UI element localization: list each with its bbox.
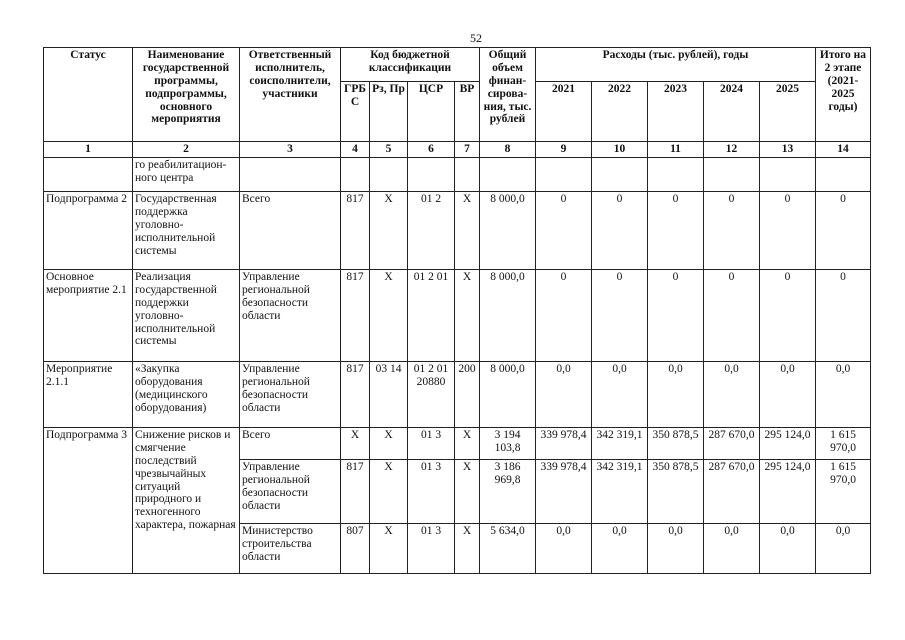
column-numbers-row (44, 142, 871, 158)
year-2024-cell: 287 670,0 (704, 460, 760, 524)
itogo-cell: 1 615 970,0 (816, 460, 871, 524)
column-number: 5 (370, 142, 408, 158)
year-2025-cell: 295 124,0 (760, 460, 816, 524)
year-2022-cell: 0,0 (592, 524, 648, 574)
year-2021-cell: 0,0 (536, 362, 592, 428)
year-2025-cell: 295 124,0 (760, 428, 816, 460)
table-row (44, 428, 871, 460)
table-row (44, 270, 871, 362)
header-executor: Ответственный исполнитель, соисполнители, участники (240, 48, 341, 142)
header-year-2022: 2022 (592, 82, 648, 142)
column-number: 1 (44, 142, 133, 158)
total-cell: 3 186 969,8 (480, 460, 536, 524)
year-2023-cell: 0 (648, 192, 704, 270)
header-year-2023: 2023 (648, 82, 704, 142)
year-2024-cell: 287 670,0 (704, 428, 760, 460)
rzpr-cell: Х (370, 428, 408, 460)
header-row-1 (44, 48, 871, 82)
year-2022-cell: 0,0 (592, 362, 648, 428)
rzpr-cell: Х (370, 524, 408, 574)
year-2021-cell: 339 978,4 (536, 460, 592, 524)
year-cell (760, 158, 816, 192)
header-csr: ЦСР (408, 82, 455, 142)
year-2025-cell: 0 (760, 192, 816, 270)
year-2022-cell: 0 (592, 192, 648, 270)
vr-cell: Х (455, 428, 480, 460)
executor-cell: Всего (240, 428, 341, 460)
itogo-cell: 0 (816, 192, 871, 270)
vr-cell (455, 158, 480, 192)
status-cell: Основное мероприятие 2.1 (44, 270, 133, 362)
year-2021-cell: 0,0 (536, 524, 592, 574)
page-number: 52 (470, 31, 482, 45)
vr-cell: Х (455, 460, 480, 524)
itogo-cell: 1 615 970,0 (816, 428, 871, 460)
year-cell (536, 158, 592, 192)
vr-cell: Х (455, 270, 480, 362)
executor-cell: Управление региональной безопасности области (240, 270, 341, 362)
grbs-cell: 817 (341, 192, 370, 270)
executor-cell (240, 158, 341, 192)
total-cell (480, 158, 536, 192)
status-cell: Подпрограмма 2 (44, 192, 133, 270)
itogo-cell: 0,0 (816, 362, 871, 428)
csr-cell: 01 3 (408, 524, 455, 574)
column-number: 12 (704, 142, 760, 158)
column-number: 9 (536, 142, 592, 158)
csr-cell: 01 2 (408, 192, 455, 270)
rzpr-cell: Х (370, 460, 408, 524)
executor-cell: Всего (240, 192, 341, 270)
year-cell (592, 158, 648, 192)
budget-table (43, 47, 871, 574)
name-cell: го реабилитацион-ного центра (133, 158, 240, 192)
rzpr-cell (370, 158, 408, 192)
csr-cell (408, 158, 455, 192)
table-row (44, 158, 871, 192)
grbs-cell: 817 (341, 362, 370, 428)
rzpr-cell: Х (370, 270, 408, 362)
year-2021-cell: 0 (536, 192, 592, 270)
header-year-2021: 2021 (536, 82, 592, 142)
column-number: 8 (480, 142, 536, 158)
header-rzpr: Рз, Пр (370, 82, 408, 142)
column-number: 7 (455, 142, 480, 158)
rzpr-cell: 03 14 (370, 362, 408, 428)
column-number: 10 (592, 142, 648, 158)
year-2023-cell: 350 878,5 (648, 428, 704, 460)
name-cell: Государственная поддержка уголовно-исполнительной системы (133, 192, 240, 270)
year-2024-cell: 0 (704, 270, 760, 362)
header-vr: ВР (455, 82, 480, 142)
total-cell: 3 194 103,8 (480, 428, 536, 460)
csr-cell: 01 3 (408, 460, 455, 524)
year-2024-cell: 0 (704, 192, 760, 270)
vr-cell: 200 (455, 362, 480, 428)
column-number: 11 (648, 142, 704, 158)
table-row (44, 362, 871, 428)
year-2022-cell: 342 319,1 (592, 428, 648, 460)
grbs-cell: 807 (341, 524, 370, 574)
grbs-cell: 817 (341, 270, 370, 362)
itogo-cell (816, 158, 871, 192)
column-number: 2 (133, 142, 240, 158)
year-2023-cell: 350 878,5 (648, 460, 704, 524)
year-2022-cell: 0 (592, 270, 648, 362)
year-2025-cell: 0 (760, 270, 816, 362)
column-number: 13 (760, 142, 816, 158)
grbs-cell: 817 (341, 460, 370, 524)
vr-cell: Х (455, 524, 480, 574)
header-status: Статус (44, 48, 133, 142)
header-expenses: Расходы (тыс. рублей), годы (536, 48, 816, 82)
status-cell: Мероприятие 2.1.1 (44, 362, 133, 428)
header-budget-code: Код бюджетной классификации (341, 48, 480, 82)
itogo-cell: 0 (816, 270, 871, 362)
name-cell: «Закупка оборудования (медицинского оборудования) (133, 362, 240, 428)
csr-cell: 01 3 (408, 428, 455, 460)
year-2024-cell: 0,0 (704, 362, 760, 428)
table-row (44, 192, 871, 270)
year-2021-cell: 339 978,4 (536, 428, 592, 460)
executor-cell: Министерство строительства области (240, 524, 341, 574)
year-2022-cell: 342 319,1 (592, 460, 648, 524)
csr-cell: 01 2 01 20880 (408, 362, 455, 428)
csr-cell: 01 2 01 (408, 270, 455, 362)
rzpr-cell: Х (370, 192, 408, 270)
year-2023-cell: 0,0 (648, 524, 704, 574)
year-cell (704, 158, 760, 192)
grbs-cell (341, 158, 370, 192)
year-2023-cell: 0,0 (648, 362, 704, 428)
year-2025-cell: 0,0 (760, 524, 816, 574)
header-year-2025: 2025 (760, 82, 816, 142)
header-grbs: ГРБ С (341, 82, 370, 142)
total-cell: 8 000,0 (480, 362, 536, 428)
vr-cell: Х (455, 192, 480, 270)
status-cell: Подпрограмма 3 (44, 428, 133, 574)
header-year-2024: 2024 (704, 82, 760, 142)
year-2023-cell: 0 (648, 270, 704, 362)
name-cell: Реализация государственной поддержки уголовно-исполнительной системы (133, 270, 240, 362)
grbs-cell: Х (341, 428, 370, 460)
header-total-volume: Общий объем финан-сирова-ния, тыс. рублей (480, 48, 536, 142)
year-cell (648, 158, 704, 192)
header-itogo: Итого на 2 этапе (2021-2025 годы) (816, 48, 871, 142)
total-cell: 8 000,0 (480, 192, 536, 270)
column-number: 4 (341, 142, 370, 158)
year-2021-cell: 0 (536, 270, 592, 362)
column-number: 3 (240, 142, 341, 158)
itogo-cell: 0,0 (816, 524, 871, 574)
column-number: 6 (408, 142, 455, 158)
column-number: 14 (816, 142, 871, 158)
year-2024-cell: 0,0 (704, 524, 760, 574)
header-name: Наименование государственной программы, подпрограммы, основного мероприятия (133, 48, 240, 142)
year-2025-cell: 0,0 (760, 362, 816, 428)
name-cell: Снижение рисков и смягчение последствий чрезвычайных ситуаций природного и техногенного характера, пожарная (133, 428, 240, 574)
total-cell: 8 000,0 (480, 270, 536, 362)
executor-cell: Управление региональной безопасности области (240, 460, 341, 524)
executor-cell: Управление региональной безопасности области (240, 362, 341, 428)
status-cell (44, 158, 133, 192)
total-cell: 5 634,0 (480, 524, 536, 574)
